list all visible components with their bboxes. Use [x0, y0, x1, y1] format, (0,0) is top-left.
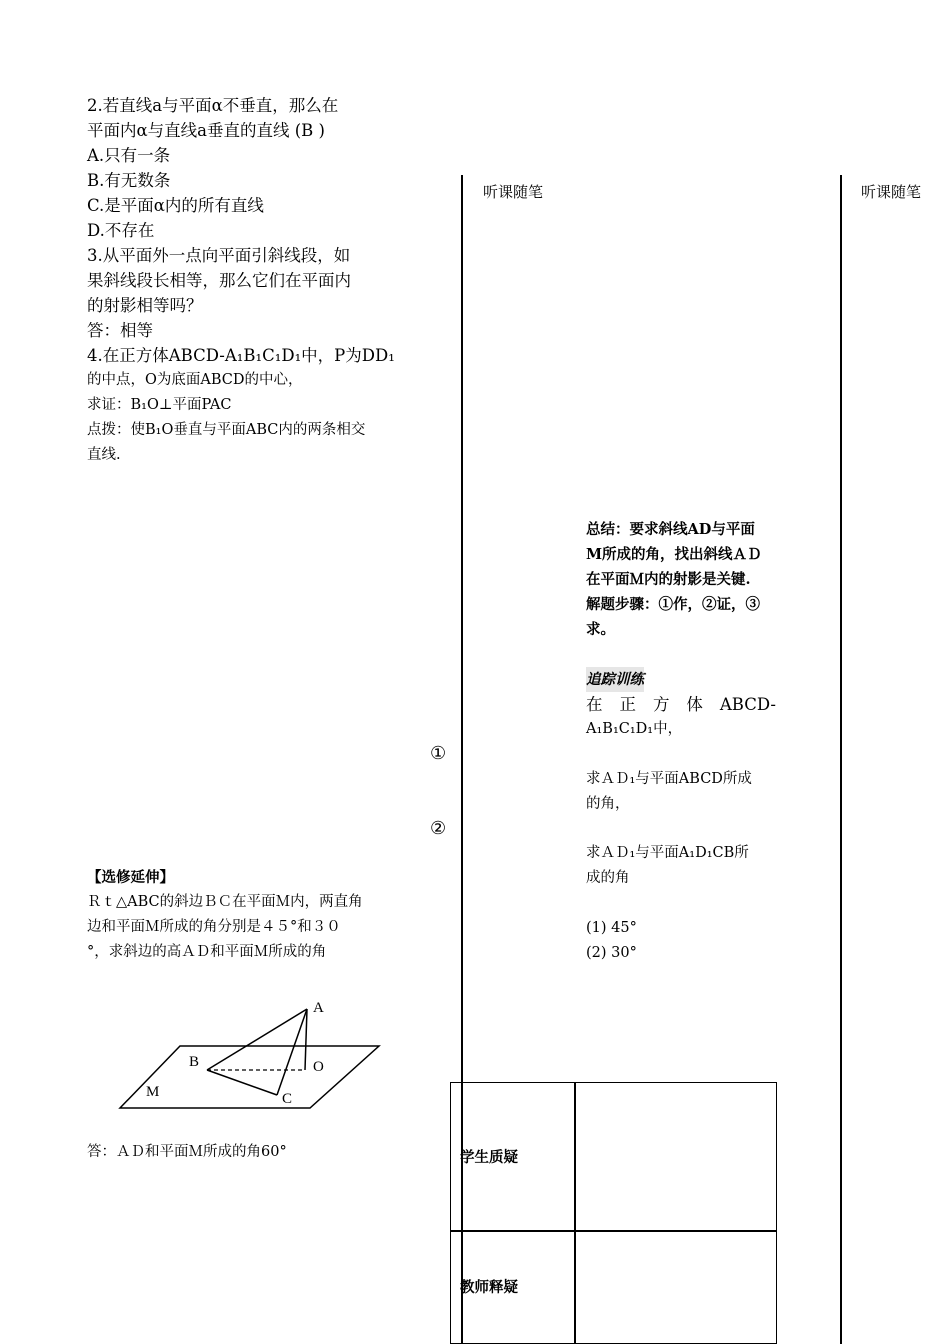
label-a: A: [313, 1000, 324, 1016]
extension-line-2: 边和平面Ｍ所成的角分别是４５°和３０: [87, 919, 341, 935]
table-cell-content-1[interactable]: [574, 1082, 777, 1232]
tracking-word: 方: [652, 695, 670, 714]
label-c: C: [282, 1091, 293, 1107]
tracking-line-2: A₁B₁C₁D₁中，: [586, 721, 683, 737]
q2-option-b: B.有无数条: [87, 171, 171, 190]
tracking-q2-line-2: 成的角: [586, 870, 630, 886]
marker-2: ②: [430, 818, 447, 839]
edge-ao: [305, 1009, 307, 1070]
q4-hint-2: 直线.: [87, 447, 121, 463]
teacher-answers-label: 教师释疑: [460, 1279, 518, 1296]
q2-line-1: 2.若直线a与平面α不垂直，那么在: [87, 96, 339, 115]
notes-label-1: 听课随笔: [483, 183, 544, 201]
tracking-answer-2: (2) 30°: [586, 945, 637, 961]
q4-line-2: 的中点，O为底面ABCD的中心，: [87, 372, 303, 388]
q3-answer: 答：相等: [87, 321, 153, 340]
q4-hint-1: 点拨：使B₁O垂直与平面ABC内的两条相交: [87, 422, 366, 438]
q2-option-c: C.是平面α内的所有直线: [87, 196, 264, 215]
label-b: B: [189, 1054, 200, 1070]
label-o: O: [313, 1059, 324, 1075]
tracking-q1-line-1: 求ＡＤ₁与平面ABCD所成: [586, 771, 752, 787]
label-m: M: [146, 1084, 160, 1100]
tracking-q1-line-2: 的角，: [586, 796, 630, 812]
summary-line-2: M所成的角，找出斜线ＡＤ: [586, 546, 762, 563]
tracking-title: 追踪训练: [586, 667, 644, 692]
edge-bc: [207, 1070, 277, 1095]
q3-line-1: 3.从平面外一点向平面引斜线段，如: [87, 246, 351, 265]
tracking-q2-line-1: 求ＡＤ₁与平面A₁D₁CB所: [586, 845, 749, 861]
marker-1: ①: [430, 743, 447, 764]
q2-line-2: 平面内α与直线a垂直的直线 (B ): [87, 121, 325, 140]
tracking-word: ABCD-: [719, 695, 776, 714]
summary-line-4: 解题步骤：①作，②证，③: [586, 596, 760, 613]
tracking-answer-1: (1) 45°: [586, 920, 637, 936]
column-divider-right: [840, 175, 842, 1344]
edge-ac: [277, 1009, 307, 1095]
student-questions-label: 学生质疑: [460, 1149, 518, 1166]
q2-option-d: D.不存在: [87, 221, 155, 240]
q3-line-3: 的射影相等吗？: [87, 296, 203, 315]
summary-line-5: 求。: [586, 621, 615, 638]
extension-line-3: °，求斜边的高ＡＤ和平面Ｍ所成的角: [87, 944, 327, 960]
geometry-figure: [110, 995, 400, 1115]
q4-line-3: 求证：B₁O⊥平面PAC: [87, 397, 232, 413]
tracking-word: 在: [586, 695, 603, 714]
table-cell-content-2[interactable]: [574, 1230, 777, 1344]
q3-line-2: 果斜线段长相等，那么它们在平面内: [87, 271, 351, 290]
extension-answer: 答：ＡＤ和平面Ｍ所成的角60°: [87, 1144, 287, 1160]
tracking-word: 体: [686, 695, 703, 714]
q2-option-a: A.只有一条: [87, 146, 171, 165]
summary-line-1: 总结：要求斜线AD与平面: [586, 521, 755, 538]
extension-heading: 【选修延伸】: [87, 869, 174, 886]
q4-line-1: 4.在正方体ABCD-A₁B₁C₁D₁中，P为DD₁: [87, 346, 395, 365]
tracking-line-1: [586, 692, 776, 717]
summary-line-3: 在平面Ｍ内的射影是关键.: [586, 571, 751, 588]
notes-label-2: 听课随笔: [861, 183, 922, 201]
edge-ab: [207, 1009, 307, 1070]
extension-line-1: Ｒｔ△ABC的斜边ＢＣ在平面Ｍ内，两直角: [87, 894, 363, 910]
tracking-word: 正: [619, 695, 636, 714]
